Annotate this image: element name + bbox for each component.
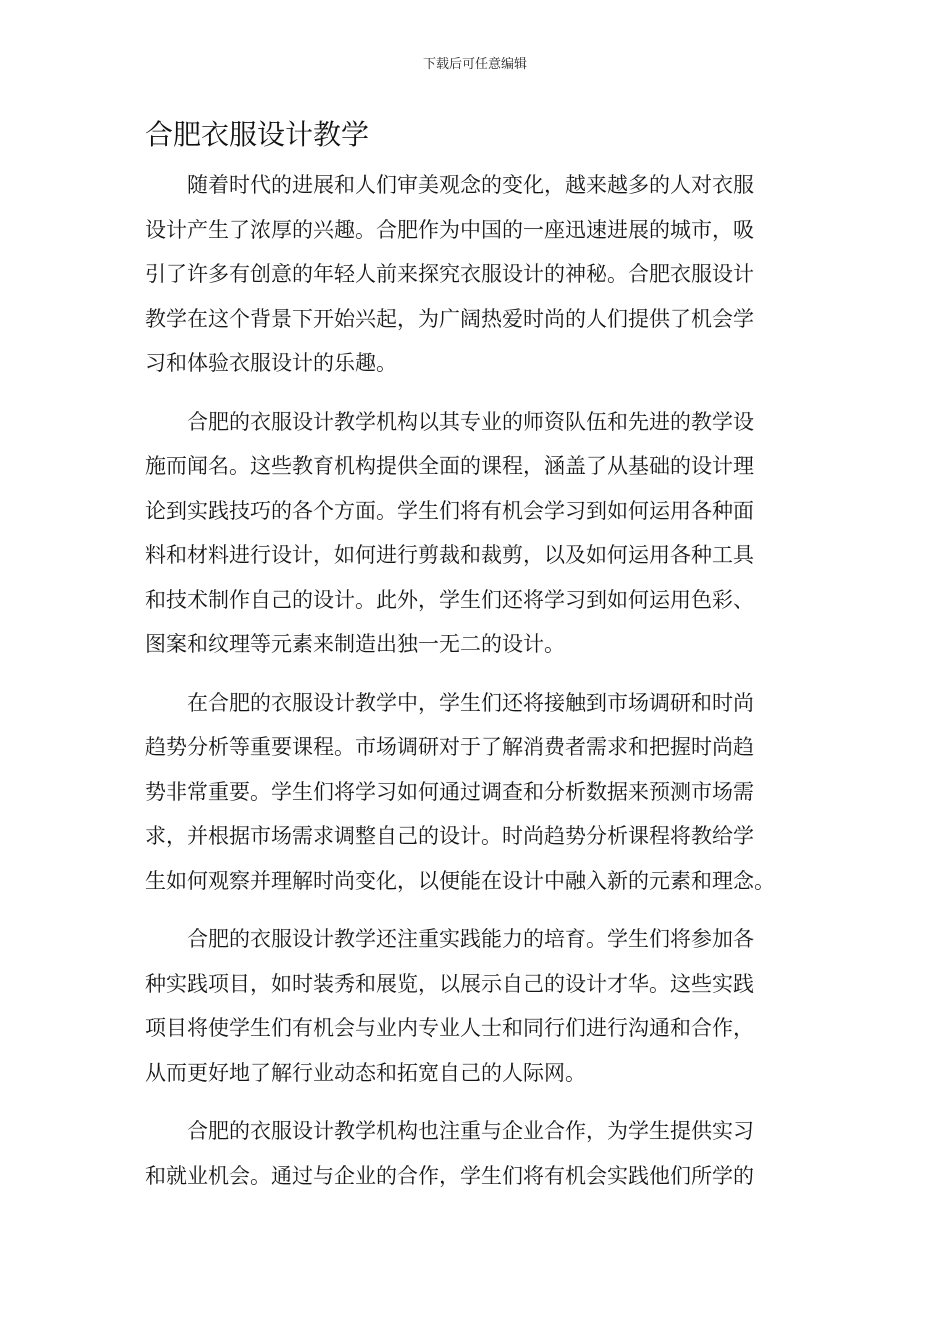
header-note: 下载后可任意编辑: [422, 57, 527, 72]
paragraph-line: 合肥的衣服设计教学机构以其专业的师资队伍和先进的教学设: [187, 409, 754, 434]
paragraph-line: 设计产生了浓厚的兴趣。合肥作为中国的一座迅速进展的城市，吸: [145, 217, 754, 242]
paragraph: [145, 917, 805, 1095]
paragraph: [145, 681, 805, 904]
paragraph-line: 随着时代的进展和人们审美观念的变化，越来越多的人对衣服: [187, 173, 754, 197]
paragraph-line: 在合肥的衣服设计教学中，学生们还将接触到市场调研和时尚: [187, 690, 754, 715]
paragraph-line: 教学在这个背景下开始兴起，为广阔热爱时尚的人们提供了机会学: [145, 306, 754, 331]
paragraph-line: 图案和纹理等元素来制造出独一无二的设计。: [145, 632, 565, 656]
paragraph-line: 习和体验衣服设计的乐趣。: [145, 351, 397, 375]
paragraph: [145, 163, 805, 386]
paragraph: [145, 400, 805, 667]
paragraph-line: 料和材料进行设计，如何进行剪裁和裁剪，以及如何运用各种工具: [145, 543, 754, 567]
paragraph-line: 求，并根据市场需求调整自己的设计。时尚趋势分析课程将教给学: [145, 824, 754, 848]
paragraph-line: 从而更好地了解行业动态和拓宽自己的人际网。: [145, 1060, 586, 1085]
paragraph-line: 和就业机会。通过与企业的合作，学生们将有机会实践他们所学的: [145, 1163, 754, 1188]
paragraph-line: 引了许多有创意的年轻人前来探究衣服设计的神秘。合肥衣服设计: [145, 262, 754, 286]
document-title: 合肥衣服设计教学: [145, 118, 370, 151]
paragraph-line: 趋势分析等重要课程。市场调研对于了解消费者需求和把握时尚趋: [145, 735, 754, 759]
paragraph-line: 施而闻名。这些教育机构提供全面的课程，涵盖了从基础的设计理: [145, 454, 754, 478]
paragraph: [145, 1109, 805, 1198]
paragraph-line: 项目将使学生们有机会与业内专业人士和同行们进行沟通和合作，: [145, 1016, 754, 1040]
paragraph-line: 合肥的衣服设计教学还注重实践能力的培育。学生们将参加各: [187, 927, 754, 951]
paragraph-line: 和技术制作自己的设计。此外，学生们还将学习到如何运用色彩、: [145, 587, 754, 612]
paragraph-line: 论到实践技巧的各个方面。学生们将有机会学习到如何运用各种面: [145, 498, 754, 523]
paragraph-line: 生如何观察并理解时尚变化，以便能在设计中融入新的元素和理念。: [145, 868, 775, 893]
paragraph-line: 势非常重要。学生们将学习如何通过调查和分析数据来预测市场需: [145, 779, 754, 804]
paragraph-line: 种实践项目，如时装秀和展览，以展示自己的设计才华。这些实践: [145, 971, 754, 996]
paragraph-line: 合肥的衣服设计教学机构也注重与企业合作，为学生提供实习: [187, 1119, 754, 1143]
document-body: [145, 163, 805, 1212]
